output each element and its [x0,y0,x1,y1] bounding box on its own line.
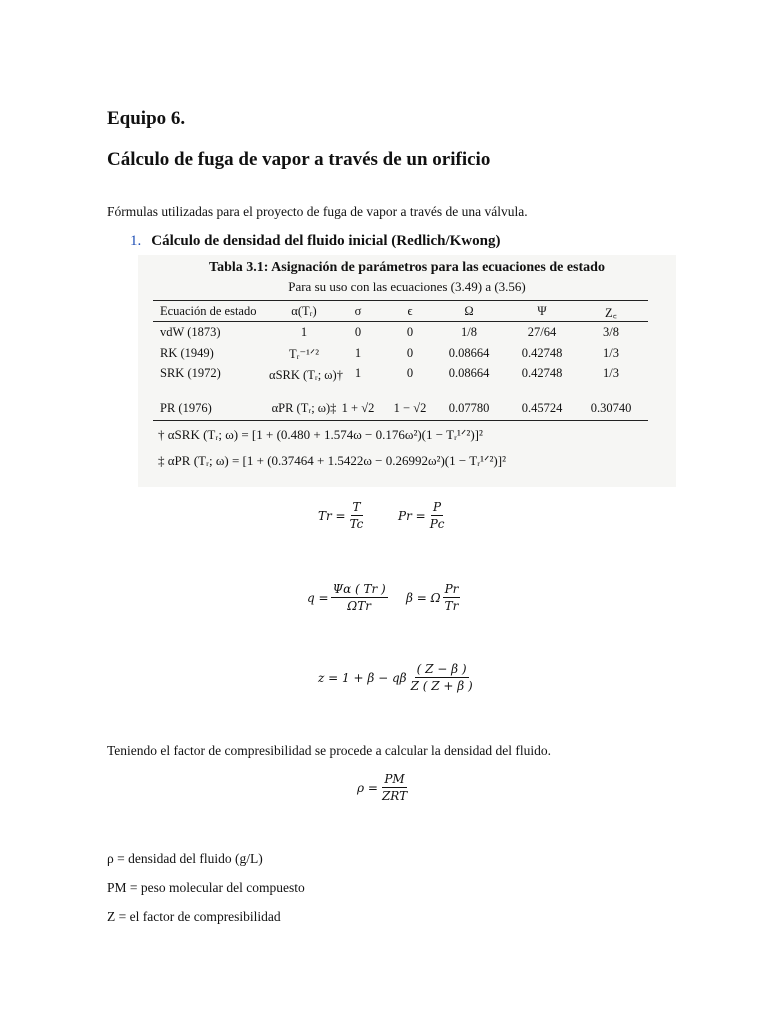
table-header: ϵ [407,304,413,318]
formula-pr [398,500,448,531]
numerator: P [433,500,442,514]
table-cell: 0.42748 [521,346,563,360]
formula-lhs: ρ = [357,780,378,795]
table-cell: 0.42748 [521,366,563,380]
table-cell: 0 [406,346,414,360]
table-cell: 0 [406,366,414,380]
table-cell: RK (1949) [160,346,214,360]
table-cell: SRK (1972) [160,366,221,380]
table-header: Ω [464,304,474,318]
formula-lhs: Pr = [398,508,426,523]
denominator: Pc [429,517,445,531]
table-cell: 0 [406,325,414,339]
intro-text: Fórmulas utilizadas para el proyecto de fuga de vapor a través de una válvula. [107,204,528,219]
table-header: α(Tᵣ) [291,304,317,318]
table-title: Tabla 3.1: Asignación de parámetros para las ecuaciones de estado [209,260,605,275]
page-title: Cálculo de fuga de vapor a través de un orificio [107,149,491,170]
fraction [409,662,475,693]
table-cell: 1/3 [603,366,619,380]
formula-z [318,662,477,693]
table-cell: 0.45724 [521,401,563,415]
formula-lhs: q = [307,590,329,605]
table-footnote-pr: ‡ αPR (Tᵣ; ω) = [1 + (0.37464 + 1.5422ω − 0.26992ω²)(1 − Tᵣ¹ᐟ²)]² [158,453,506,468]
list-item-1 [130,233,500,250]
fraction [428,500,447,531]
list-number: 1. [130,233,142,249]
table-footnote-srk: † αSRK (Tᵣ; ω) = [1 + (0.480 + 1.574ω − 0.176ω²)(1 − Tᵣ¹ᐟ²)]² [158,427,483,442]
formula-lhs: β = Ω [406,590,441,605]
table-cell: 0 [354,325,362,339]
legend-rho: ρ = densidad del fluido (g/L) [107,851,263,866]
denominator: Tr [444,599,459,613]
numerator: ( Z − β ) [416,662,467,676]
formula-lhs: z = 1 + β − qβ [318,670,407,685]
legend-pm: PM = peso molecular del compuesto [107,880,305,895]
table-cell: 1/3 [603,346,619,360]
fraction [348,500,366,531]
table-cell: 1 [354,366,362,380]
table-cell: 0.08664 [448,346,490,360]
table-cell: Tᵣ⁻¹ᐟ² [289,347,319,361]
table-cell: αSRK (Tᵣ; ω)† [269,368,343,382]
formula-lhs: Tr = [318,508,346,523]
table-cell: 3/8 [603,325,619,339]
legend-z: Z = el factor de compresibilidad [107,909,281,924]
table-bottom-rule [153,420,648,421]
list-item-text: Cálculo de densidad del fluido inicial (Redlich/Kwong) [151,233,501,249]
density-text: Teniendo el factor de compresibilidad se procede a calcular la densidad del fluido. [107,743,551,758]
numerator: T [352,500,361,514]
parameters-table-image [138,255,676,487]
denominator: Tc [349,517,364,531]
table-cell: PR (1976) [160,401,212,415]
denominator: ZRT [381,789,408,803]
fraction [443,582,461,613]
formula-rho [357,772,411,803]
numerator: Pr [444,582,459,596]
numerator: Ψα ( Tr ) [332,582,386,596]
table-cell: 27/64 [527,325,557,339]
table-cell: 1/8 [461,325,477,339]
denominator: Z ( Z + β ) [410,679,473,693]
formula-beta [406,582,462,613]
table-cell: vdW (1873) [160,325,221,339]
table-cell: 0.30740 [590,401,632,415]
table-cell: 0.08664 [448,366,490,380]
table-cell: 1 [354,346,362,360]
table-header: Ψ [537,304,547,318]
page-heading: Equipo 6. [107,108,186,129]
table-cell: 1 [300,325,308,339]
table-header: Z꜀ [605,306,617,320]
table-header: σ [354,304,362,318]
table-cell: 0.07780 [448,401,490,415]
formula-tr [318,500,367,531]
numerator: PM [384,772,405,786]
fraction [331,582,388,613]
table-top-rule [153,300,648,301]
table-cell: 1 − √2 [393,401,427,415]
table-cell: 1 + √2 [341,401,375,415]
formula-q [307,582,390,613]
table-header-rule [153,321,648,322]
table-subtitle: Para su uso con las ecuaciones (3.49) a (3.56) [288,279,526,294]
table-header: Ecuación de estado [160,304,257,318]
denominator: ΩTr [347,599,371,613]
fraction [380,772,409,803]
table-cell: αPR (Tᵣ; ω)‡ [271,401,337,415]
